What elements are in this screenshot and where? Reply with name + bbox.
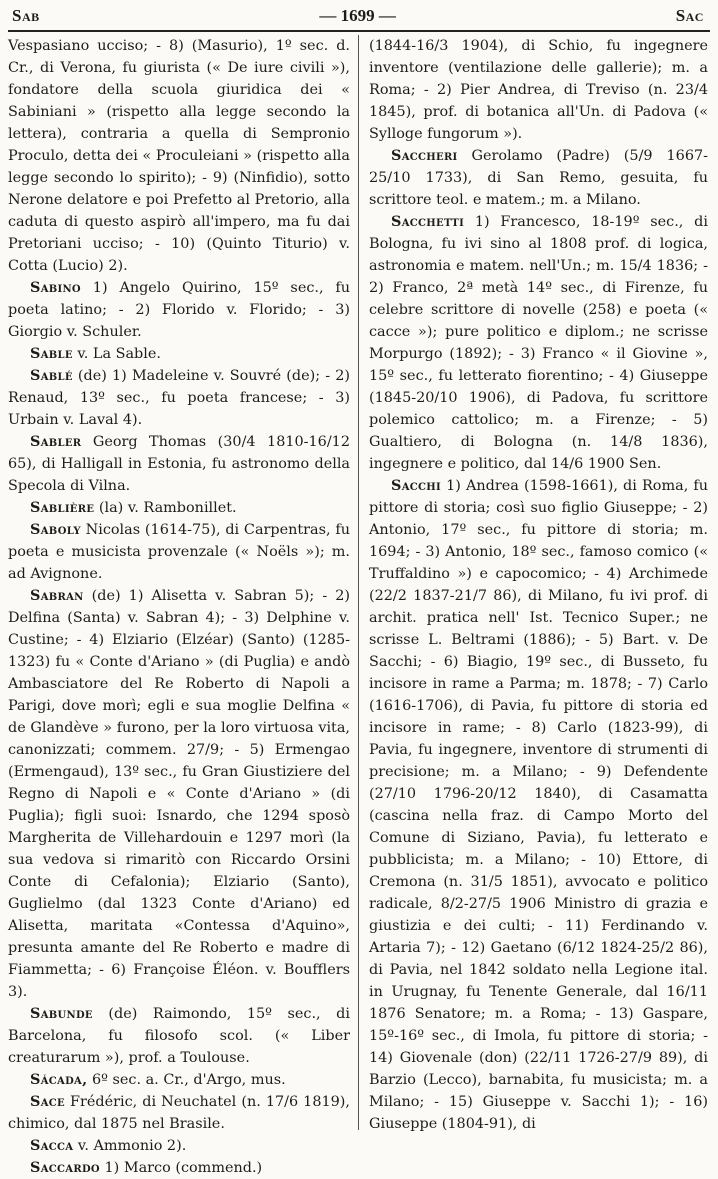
entry-headword: Sacchi — [391, 477, 441, 494]
entry-text: (la) v. Rambonillet. — [94, 500, 237, 516]
entry-text: 1) Andrea (1598-1661), di Roma, fu pittore di storia; così suo figlio Giuseppe; - 2) Antonio, 17º sec., fu pittore di storia; m. 1694; - 3) Antonio, 18º sec., famoso comico (« Truffaldino ») e capocomico; - 4) Archimede (22/2 1837-21/7 86), di Milano, fu ivi prof. di archit. pratica nell' Ist. Tecnico Super.; ne scrisse L. Beltrami (1886); - 5) Bart. v. De Sacchi; - 6) Biagio, 19º sec., di Busseto, fu incisore in rame a Parma; m. 1878; - 7) Carlo (1616-1706), di Pavia, fu pittore di storia ed incisore in rame; - 8) Carlo (1823-99), di Pavia, fu ingegnere, inventore di strumenti di precisione; m. a Milano; - 9) Defendente (27/10 1796-20/12 1840), di Casamatta (cascina nella fraz. di Campo Morto del Comune di Siziano, Pavia), fu letterato e pubblicista; m. a Milano; - 10) Ettore, di Cremona (n. 31/5 1851), avvocato e politico radicale, 8/2-27/5 1906 Ministro di grazia e giustizia e dei culti; - 11) Ferdinando v. Artaria 7); - 12) Gaetano (6/12 1824-25/2 86), di Pavia, nel 1842 soldato nella Legione ital. in Urugnay, fu Tenente Generale, dal 16/11 1876 Senatore; m. a Roma; - 13) Gaspare, 15º-16º sec., di Imola, fu pittore di storia; - 14) Giovenale (don) (22/11 1726-27/9 89), di Barzio (Lecco), barnabita, fu musicista; m. a Milano; - 15) Giuseppe v. Sacchi 1); - 16) Giuseppe (1804-91), di — [369, 478, 708, 1132]
right-column — [358, 35, 708, 1130]
entry-headword: Sácada, — [30, 1071, 88, 1088]
header-left-running-head: Sab — [12, 6, 40, 25]
entry-text: 1) Francesco, 18-19º sec., di Bologna, fu ivi sino al 1808 prof. di logica, astronomia e matem. nell'Un.; m. 15/4 1836; - 2) Franco, 2ª metà 14º sec., di Firenze, fu celebre scrittore di novelle (258) e poeta (« cacce »); pure politico e diplom.; ne scrisse Morpurgo (1892); - 3) Franco « il Giovine », 15º sec., fu letterato fiorentino; - 4) Giuseppe (1845-20/10 1906), di Padova, fu scrittore polemico cattolico; m. a Firenze; - 5) Gualtiero, di Bologna (n. 14/8 1836), ingegnere e politico, dal 14/6 1900 Sen. — [369, 214, 708, 472]
dictionary-entry — [369, 35, 708, 145]
entry-text: 1) Angelo Quirino, 15º sec., fu poeta latino; - 2) Florido v. Florido; - 3) Giorgio v. Schuler. — [8, 280, 350, 340]
dictionary-entry — [369, 211, 708, 475]
dictionary-entry — [8, 277, 350, 343]
dictionary-entry — [8, 585, 350, 1003]
header-rule — [8, 30, 710, 32]
entry-headword: Sable — [30, 345, 73, 362]
entry-headword: Saboly — [30, 521, 81, 538]
entry-text: (de) 1) Alisetta v. Sabran 5); - 2) Delfina (Santa) v. Sabran 4); - 3) Delphine v. Custine; - 4) Elziario (Elzéar) (Santo) (1285-1323) fu « Conte d'Ariano » (di Puglia) e andò Ambasciatore del Re Roberto di Napoli a Parigi, dove morì; egli e sua moglie Delfina « de Glandève » furono, per la loro virtuosa vita, canonizzati; commem. 27/9; - 5) Ermengao (Ermengaud), 13º sec., fu Gran Giustiziere del Regno di Napoli e « Conte d'Ariano » (di Puglia); figli suoi: Isnardo, che 1294 sposò Margherita de Villehardouin e 1297 morì (la sua vedova si rimaritò con Riccardo Orsini Conte di Cefalonia); Elziario (Santo), Guglielmo (dal 1323 Conte d'Ariano) ed Alisetta, maritata «Contessa d'Aquino», presunta amante del Re Roberto e madre di Fiammetta; - 6) Françoise Éléon. v. Boufflers 3). — [8, 588, 350, 1000]
dictionary-entry — [8, 35, 350, 277]
entry-text: v. La Sable. — [72, 346, 161, 362]
entry-text: (1844-16/3 1904), di Schio, fu ingegnere inventore (ventilazione delle gallerie); m. a Roma; - 2) Pier Andrea, di Treviso (n. 23/4 1845), prof. di botanica all'Un. di Padova (« Sylloge fungorum »). — [369, 38, 708, 142]
dictionary-entry — [8, 365, 350, 431]
entry-text: 6º sec. a. Cr., d'Argo, mus. — [87, 1072, 286, 1088]
entry-text: (de) 1) Madeleine v. Souvré (de); - 2) Renaud, 13º sec., fu poeta francese; - 3) Urbain v. Laval 4). — [8, 368, 350, 428]
entry-headword: Sabran — [30, 587, 84, 604]
dictionary-entry — [8, 519, 350, 585]
left-column — [8, 35, 358, 1176]
page-header — [8, 4, 710, 28]
entry-headword: Sablière — [30, 499, 95, 516]
text-columns — [8, 35, 710, 1176]
dictionary-entry — [369, 475, 708, 1135]
entry-headword: Sabler — [30, 433, 82, 450]
entry-headword: Sabino — [30, 279, 81, 296]
entry-text: Frédéric, di Neuchatel (n. 17/6 1819), chimico, dal 1875 nel Brasile. — [8, 1094, 350, 1132]
entry-headword: Sacca — [30, 1137, 74, 1154]
entry-headword: Sabunde — [30, 1005, 93, 1022]
entry-headword: Saccheri — [391, 147, 458, 164]
entry-headword: Sablé — [30, 367, 73, 384]
dictionary-entry — [8, 1003, 350, 1069]
dictionary-entry — [8, 497, 350, 519]
entry-headword: Sacchetti — [391, 213, 465, 230]
entry-headword: Sace — [30, 1093, 65, 1110]
entry-text: Vespasiano ucciso; - 8) (Masurio), 1º sec. d. Cr., di Verona, fu giurista (« De iure civili »), fondatore della scuola giuridica dei « Sabiniani » (rispetto alla legge secondo la lettera), contraria a quella di Sempronio Proculo, detta dei « Proculeiani » (rispetto alla legge secondo lo spirito); - 9) (Ninfidio), sotto Nerone delatore e poi Prefetto al Pretorio, alla caduta di questo aspirò all'impero, ma fu dai Pretoriani ucciso; - 10) (Quinto Titurio) v. Cotta (Lucio) 2). — [8, 38, 350, 274]
entry-text: Nicolas (1614-75), di Carpentras, fu poeta e musicista provenzale (« Noëls »); m. ad Avignone. — [8, 522, 350, 582]
entry-text: v. Ammonio 2). — [73, 1138, 187, 1154]
entry-text: Gerolamo (Padre) (5/9 1667-25/10 1733), di San Remo, gesuita, fu scrittore teol. e matem.; m. a Milano. — [369, 148, 708, 208]
dictionary-entry — [8, 431, 350, 497]
entry-text: Georg Thomas (30/4 1810-16/12 65), di Halligall in Estonia, fu astronomo della Specola di Vilna. — [8, 434, 350, 494]
dictionary-entry — [369, 145, 708, 211]
dictionary-entry — [8, 1157, 350, 1179]
dictionary-entry — [8, 1135, 350, 1157]
entry-text: (de) Raimondo, 15º sec., di Barcelona, fu filosofo scol. (« Liber creaturarum »), prof. a Toulouse. — [8, 1006, 350, 1066]
dictionary-entry — [8, 1091, 350, 1135]
dictionary-entry — [8, 343, 350, 365]
entry-headword: Saccardo — [30, 1159, 100, 1176]
header-right-running-head: Sac — [675, 6, 704, 25]
page-number: — 1699 — — [319, 6, 396, 25]
dictionary-entry — [8, 1069, 350, 1091]
entry-text: 1) Marco (commend.) — [99, 1160, 263, 1176]
